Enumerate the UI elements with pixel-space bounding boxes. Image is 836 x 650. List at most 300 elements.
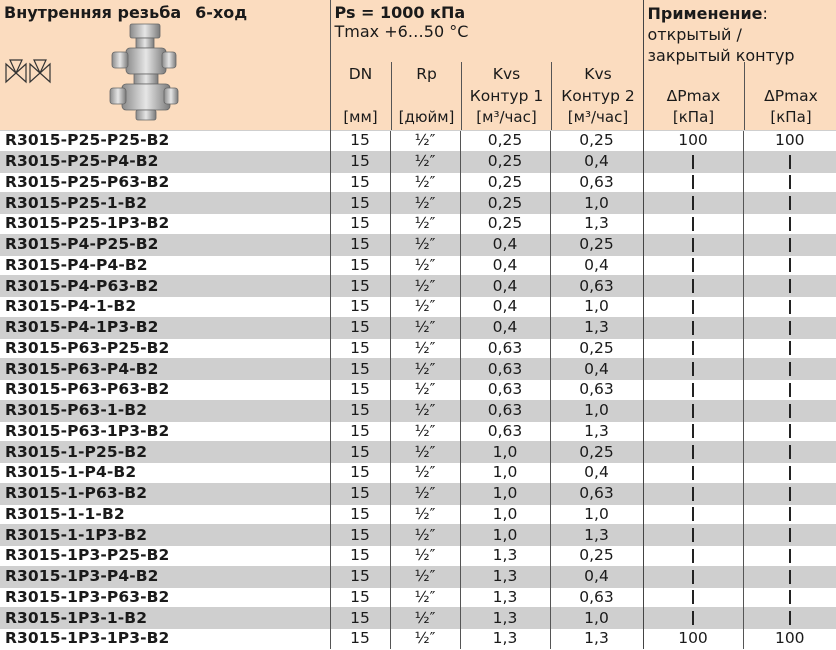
cell-model bbox=[0, 587, 330, 608]
cell-dp2 bbox=[743, 504, 836, 525]
cell-dp1 bbox=[643, 463, 743, 484]
cell-kvs1 bbox=[460, 608, 550, 629]
cell-rp bbox=[390, 463, 460, 484]
model-value: R3015-1-1P3-B2 bbox=[5, 525, 148, 544]
cell-kvs1 bbox=[460, 172, 550, 193]
cell-kvs1 bbox=[460, 193, 550, 214]
cell-kvs1 bbox=[460, 629, 550, 649]
cell-dp2 bbox=[743, 172, 836, 193]
cell-model bbox=[0, 172, 330, 193]
cell-dn bbox=[330, 234, 390, 255]
continuation-mark bbox=[692, 507, 694, 521]
cell-dp1 bbox=[643, 151, 743, 172]
rp-value: ½″ bbox=[414, 318, 436, 337]
kvs1-value: 0,25 bbox=[487, 193, 523, 212]
cell-kvs2 bbox=[550, 359, 643, 380]
continuation-mark bbox=[692, 321, 694, 335]
rp-value: ½″ bbox=[414, 401, 436, 420]
model-value: R3015-P25-1P3-B2 bbox=[5, 214, 170, 233]
cell-kvs1 bbox=[460, 234, 550, 255]
dp2-label: ΔPmax bbox=[764, 87, 818, 105]
kvs1-label: Kvs bbox=[492, 65, 521, 83]
cell-dp2 bbox=[743, 193, 836, 214]
table-body bbox=[0, 131, 836, 649]
cell-kvs1 bbox=[460, 214, 550, 235]
kvs2-value: 1,3 bbox=[584, 318, 609, 337]
cell-dp1 bbox=[643, 297, 743, 318]
cell-dp2 bbox=[743, 276, 836, 297]
continuation-mark bbox=[789, 279, 791, 293]
dn-value: 15 bbox=[350, 318, 370, 337]
dn-value: 15 bbox=[350, 193, 370, 212]
dn-value: 15 bbox=[350, 442, 370, 461]
cell-kvs1 bbox=[460, 442, 550, 463]
model-value: R3015-P63-P4-B2 bbox=[5, 359, 159, 378]
kvs2-value: 1,3 bbox=[584, 421, 609, 440]
rp-value: ½″ bbox=[414, 463, 436, 482]
cell-model bbox=[0, 483, 330, 504]
cell-rp bbox=[390, 380, 460, 401]
continuation-mark bbox=[789, 466, 791, 480]
kvs1-value: 1,3 bbox=[492, 629, 518, 648]
kvs1-value: 1,0 bbox=[492, 525, 518, 544]
continuation-mark bbox=[692, 238, 694, 252]
cell-kvs2 bbox=[550, 317, 643, 338]
kvs2-value: 0,63 bbox=[579, 276, 614, 295]
cell-kvs1 bbox=[460, 317, 550, 338]
rp-value: ½″ bbox=[414, 297, 436, 316]
continuation-mark bbox=[692, 279, 694, 293]
table-header bbox=[0, 0, 836, 131]
dn-value: 15 bbox=[350, 338, 370, 357]
cell-kvs2 bbox=[550, 380, 643, 401]
cell-dp2 bbox=[743, 566, 836, 587]
cell-kvs2 bbox=[550, 525, 643, 546]
dn-value: 15 bbox=[350, 587, 370, 606]
cell-kvs2 bbox=[550, 608, 643, 629]
cell-rp bbox=[390, 359, 460, 380]
cell-rp bbox=[390, 629, 460, 649]
cell-dn bbox=[330, 463, 390, 484]
continuation-mark bbox=[692, 611, 694, 625]
dp1-value: 100 bbox=[678, 629, 708, 648]
cell-model bbox=[0, 566, 330, 587]
dn-value: 15 bbox=[350, 276, 370, 295]
continuation-mark bbox=[789, 383, 791, 397]
table-row bbox=[0, 359, 836, 380]
cell-kvs1 bbox=[460, 421, 550, 442]
kvs2-value: 1,0 bbox=[584, 297, 609, 316]
kvs2-value: 1,0 bbox=[584, 608, 609, 627]
continuation-mark bbox=[789, 341, 791, 355]
model-value: R3015-P4-P63-B2 bbox=[5, 276, 159, 295]
cell-model bbox=[0, 131, 330, 152]
cell-dn bbox=[330, 297, 390, 318]
kvs2-label2: Контур 2 bbox=[561, 87, 635, 105]
rp-value: ½″ bbox=[414, 214, 436, 233]
dn-value: 15 bbox=[350, 235, 370, 254]
cell-kvs1 bbox=[460, 131, 550, 152]
rp-value: ½″ bbox=[414, 629, 436, 648]
cell-dp2 bbox=[743, 131, 836, 152]
rp-value: ½″ bbox=[414, 608, 436, 627]
table-row bbox=[0, 276, 836, 297]
continuation-mark bbox=[692, 196, 694, 210]
kvs1-value: 0,25 bbox=[487, 172, 523, 191]
cell-model bbox=[0, 504, 330, 525]
rp-value: ½″ bbox=[414, 172, 436, 191]
table-row bbox=[0, 380, 836, 401]
kvs2-value: 0,63 bbox=[579, 380, 614, 399]
table-row bbox=[0, 317, 836, 338]
cell-dp2 bbox=[743, 151, 836, 172]
cell-dp1 bbox=[643, 214, 743, 235]
cell-kvs2 bbox=[550, 629, 643, 649]
rp-value: ½″ bbox=[414, 276, 436, 295]
kvs1-value: 1,3 bbox=[492, 587, 518, 606]
cell-dp1 bbox=[643, 234, 743, 255]
dp1-value: 100 bbox=[678, 131, 708, 150]
cell-model bbox=[0, 380, 330, 401]
cell-dp2 bbox=[743, 380, 836, 401]
kvs2-value: 1,0 bbox=[584, 193, 609, 212]
kvs2-value: 0,4 bbox=[584, 463, 609, 482]
cell-rp bbox=[390, 546, 460, 567]
application-title bbox=[648, 3, 795, 66]
cell-dp1 bbox=[643, 608, 743, 629]
cell-dp1 bbox=[643, 442, 743, 463]
continuation-mark bbox=[789, 155, 791, 169]
continuation-mark bbox=[789, 424, 791, 438]
cell-dp1 bbox=[643, 566, 743, 587]
cell-kvs2 bbox=[550, 131, 643, 152]
application-line3: закрытый контур bbox=[647, 46, 795, 65]
continuation-mark bbox=[789, 300, 791, 314]
cell-dp1 bbox=[643, 421, 743, 442]
cell-rp bbox=[390, 504, 460, 525]
model-value: R3015-P63-P63-B2 bbox=[5, 380, 170, 399]
cell-dn bbox=[330, 276, 390, 297]
cell-kvs2 bbox=[550, 400, 643, 421]
valve-photo-icon bbox=[108, 22, 180, 122]
dn-value: 15 bbox=[350, 214, 370, 233]
rp-value: ½″ bbox=[414, 338, 436, 357]
table-row bbox=[0, 629, 836, 649]
application-title-text: Применение bbox=[647, 4, 763, 23]
cell-model bbox=[0, 400, 330, 421]
dp1-unit: [кПа] bbox=[672, 108, 715, 126]
cell-dp2 bbox=[743, 629, 836, 649]
table-row bbox=[0, 587, 836, 608]
model-value: R3015-P63-P25-B2 bbox=[5, 338, 170, 357]
cell-dn bbox=[330, 442, 390, 463]
continuation-mark bbox=[692, 549, 694, 563]
dn-value: 15 bbox=[350, 152, 370, 171]
cell-kvs2 bbox=[550, 172, 643, 193]
dn-label: DN bbox=[348, 65, 373, 83]
kvs1-value: 0,25 bbox=[487, 131, 523, 150]
cell-kvs2 bbox=[550, 255, 643, 276]
table-row bbox=[0, 608, 836, 629]
model-value: R3015-P25-P25-B2 bbox=[5, 131, 170, 150]
cell-rp bbox=[390, 587, 460, 608]
rp-value: ½″ bbox=[414, 442, 436, 461]
cell-dn bbox=[330, 546, 390, 567]
continuation-mark bbox=[692, 341, 694, 355]
continuation-mark bbox=[692, 404, 694, 418]
continuation-mark bbox=[789, 570, 791, 584]
model-value: R3015-P63-1P3-B2 bbox=[5, 421, 170, 440]
kvs1-value: 1,0 bbox=[492, 463, 518, 482]
cell-dp2 bbox=[743, 587, 836, 608]
cell-kvs1 bbox=[460, 566, 550, 587]
cell-dn bbox=[330, 483, 390, 504]
cell-kvs1 bbox=[460, 483, 550, 504]
continuation-mark bbox=[789, 528, 791, 542]
dn-unit: [мм] bbox=[343, 108, 378, 126]
continuation-mark bbox=[692, 487, 694, 501]
continuation-mark bbox=[692, 528, 694, 542]
table-row bbox=[0, 463, 836, 484]
rp-value: ½″ bbox=[414, 131, 436, 150]
cell-kvs2 bbox=[550, 234, 643, 255]
cell-dn bbox=[330, 400, 390, 421]
continuation-mark bbox=[789, 238, 791, 252]
kvs1-value: 0,4 bbox=[492, 276, 518, 295]
kvs2-value: 0,63 bbox=[579, 587, 614, 606]
cell-kvs1 bbox=[460, 525, 550, 546]
cell-kvs1 bbox=[460, 359, 550, 380]
table-row bbox=[0, 504, 836, 525]
cell-model bbox=[0, 317, 330, 338]
table-row bbox=[0, 234, 836, 255]
cell-kvs2 bbox=[550, 463, 643, 484]
kvs2-value: 0,63 bbox=[579, 484, 614, 503]
rp-value: ½″ bbox=[414, 235, 436, 254]
kvs1-value: 0,4 bbox=[492, 235, 518, 254]
cell-dp2 bbox=[743, 297, 836, 318]
model-value: R3015-P4-P25-B2 bbox=[5, 235, 159, 254]
rp-label: Rp bbox=[416, 65, 437, 83]
rp-value: ½″ bbox=[414, 380, 436, 399]
cell-model bbox=[0, 276, 330, 297]
continuation-mark bbox=[789, 487, 791, 501]
cell-dp2 bbox=[743, 317, 836, 338]
continuation-mark bbox=[692, 300, 694, 314]
cell-rp bbox=[390, 338, 460, 359]
kvs2-label: Kvs bbox=[584, 65, 612, 83]
rp-value: ½″ bbox=[414, 359, 436, 378]
cell-model bbox=[0, 214, 330, 235]
cell-dn bbox=[330, 421, 390, 442]
model-value: R3015-1P3-P4-B2 bbox=[5, 567, 159, 586]
continuation-mark bbox=[789, 404, 791, 418]
cell-kvs1 bbox=[460, 151, 550, 172]
dn-value: 15 bbox=[350, 131, 370, 150]
model-value: R3015-1P3-1-B2 bbox=[5, 608, 148, 627]
kvs2-value: 1,3 bbox=[584, 629, 609, 648]
kvs1-value: 0,63 bbox=[487, 401, 523, 420]
cell-kvs1 bbox=[460, 400, 550, 421]
cell-dp1 bbox=[643, 629, 743, 649]
kvs2-col-head bbox=[551, 62, 645, 130]
model-value: R3015-P25-P63-B2 bbox=[5, 172, 170, 191]
table-row bbox=[0, 297, 836, 318]
title-text: Внутренняя резьба bbox=[4, 3, 182, 22]
cell-model bbox=[0, 234, 330, 255]
dp2-value: 100 bbox=[774, 131, 805, 150]
pressure-text: Ps = 1000 кПа bbox=[334, 3, 466, 22]
table-title bbox=[4, 3, 247, 22]
cell-dp2 bbox=[743, 442, 836, 463]
cell-kvs1 bbox=[460, 546, 550, 567]
table-row bbox=[0, 400, 836, 421]
kvs1-value: 1,3 bbox=[492, 567, 518, 586]
cell-rp bbox=[390, 317, 460, 338]
table-row bbox=[0, 483, 836, 504]
model-value: R3015-1-P63-B2 bbox=[5, 484, 148, 503]
kvs1-value: 1,3 bbox=[492, 546, 518, 565]
kvs1-value: 0,4 bbox=[492, 318, 518, 337]
table-row bbox=[0, 546, 836, 567]
model-value: R3015-P4-1P3-B2 bbox=[5, 318, 159, 337]
cell-dp1 bbox=[643, 276, 743, 297]
model-value: R3015-1P3-P63-B2 bbox=[5, 587, 170, 606]
cell-dn bbox=[330, 338, 390, 359]
rp-value: ½″ bbox=[414, 255, 436, 274]
cell-dp2 bbox=[743, 525, 836, 546]
cell-rp bbox=[390, 421, 460, 442]
dn-value: 15 bbox=[350, 172, 370, 191]
cell-dp1 bbox=[643, 172, 743, 193]
dn-value: 15 bbox=[350, 567, 370, 586]
cell-dp1 bbox=[643, 338, 743, 359]
cell-model bbox=[0, 359, 330, 380]
table-row bbox=[0, 214, 836, 235]
rp-value: ½″ bbox=[414, 504, 436, 523]
dn-value: 15 bbox=[350, 525, 370, 544]
rp-value: ½″ bbox=[414, 525, 436, 544]
cell-rp bbox=[390, 525, 460, 546]
kvs1-value: 1,3 bbox=[492, 608, 518, 627]
cell-model bbox=[0, 629, 330, 649]
table-row bbox=[0, 193, 836, 214]
cell-rp bbox=[390, 297, 460, 318]
continuation-mark bbox=[789, 590, 791, 604]
cell-kvs1 bbox=[460, 463, 550, 484]
cell-dp2 bbox=[743, 608, 836, 629]
cell-kvs2 bbox=[550, 442, 643, 463]
header-specs-cell bbox=[330, 0, 643, 131]
kvs1-label2: Контур 1 bbox=[469, 87, 544, 105]
dn-value: 15 bbox=[350, 546, 370, 565]
continuation-mark bbox=[789, 362, 791, 376]
kvs1-value: 1,0 bbox=[492, 504, 518, 523]
cell-rp bbox=[390, 255, 460, 276]
continuation-mark bbox=[789, 549, 791, 563]
cell-kvs2 bbox=[550, 587, 643, 608]
cell-kvs1 bbox=[460, 504, 550, 525]
rp-value: ½″ bbox=[414, 484, 436, 503]
kvs2-unit: [м³/час] bbox=[567, 108, 629, 126]
table-row bbox=[0, 525, 836, 546]
cell-kvs1 bbox=[460, 255, 550, 276]
kvs2-value: 1,0 bbox=[584, 401, 609, 420]
model-value: R3015-1P3-P25-B2 bbox=[5, 546, 170, 565]
dn-value: 15 bbox=[350, 608, 370, 627]
continuation-mark bbox=[692, 155, 694, 169]
kvs1-value: 0,63 bbox=[487, 338, 523, 357]
table-row bbox=[0, 442, 836, 463]
continuation-mark bbox=[692, 445, 694, 459]
continuation-mark bbox=[789, 507, 791, 521]
kvs2-value: 0,4 bbox=[584, 567, 609, 586]
cell-dn bbox=[330, 504, 390, 525]
kvs1-value: 0,63 bbox=[487, 380, 523, 399]
kvs1-value: 1,0 bbox=[492, 484, 518, 503]
six-way-valve-symbol-icon bbox=[2, 58, 54, 88]
cell-dn bbox=[330, 525, 390, 546]
rp-value: ½″ bbox=[414, 587, 436, 606]
dn-col-head bbox=[331, 0, 391, 130]
continuation-mark bbox=[789, 196, 791, 210]
continuation-mark bbox=[692, 424, 694, 438]
kvs1-value: 0,25 bbox=[487, 152, 523, 171]
continuation-mark bbox=[789, 321, 791, 335]
table-row bbox=[0, 131, 836, 152]
dp1-label: ΔPmax bbox=[666, 87, 721, 105]
cell-dn bbox=[330, 566, 390, 587]
cell-kvs2 bbox=[550, 151, 643, 172]
cell-kvs2 bbox=[550, 483, 643, 504]
cell-dn bbox=[330, 608, 390, 629]
kvs2-value: 0,63 bbox=[579, 172, 614, 191]
table-row bbox=[0, 566, 836, 587]
kvs2-value: 0,25 bbox=[579, 235, 614, 254]
kvs1-value: 1,0 bbox=[492, 442, 518, 461]
dp2-col-head bbox=[744, 62, 836, 130]
cell-rp bbox=[390, 234, 460, 255]
cell-dp2 bbox=[743, 546, 836, 567]
dn-value: 15 bbox=[350, 297, 370, 316]
dn-value: 15 bbox=[350, 380, 370, 399]
continuation-mark bbox=[789, 175, 791, 189]
dp2-value: 100 bbox=[774, 629, 805, 648]
continuation-mark bbox=[692, 590, 694, 604]
cell-dn bbox=[330, 151, 390, 172]
cell-model bbox=[0, 338, 330, 359]
dn-value: 15 bbox=[350, 359, 370, 378]
continuation-mark bbox=[692, 175, 694, 189]
dp1-col-head bbox=[644, 62, 744, 130]
continuation-mark bbox=[692, 217, 694, 231]
kvs1-value: 0,63 bbox=[487, 421, 523, 440]
cell-kvs1 bbox=[460, 338, 550, 359]
cell-model bbox=[0, 463, 330, 484]
cell-rp bbox=[390, 566, 460, 587]
cell-dn bbox=[330, 255, 390, 276]
kvs2-value: 0,4 bbox=[584, 255, 609, 274]
cell-rp bbox=[390, 483, 460, 504]
cell-dp2 bbox=[743, 234, 836, 255]
cell-dp2 bbox=[743, 400, 836, 421]
cell-dp2 bbox=[743, 483, 836, 504]
kvs2-value: 0,4 bbox=[584, 152, 609, 171]
dn-value: 15 bbox=[350, 463, 370, 482]
table-row bbox=[0, 151, 836, 172]
cell-rp bbox=[390, 172, 460, 193]
cell-model bbox=[0, 608, 330, 629]
